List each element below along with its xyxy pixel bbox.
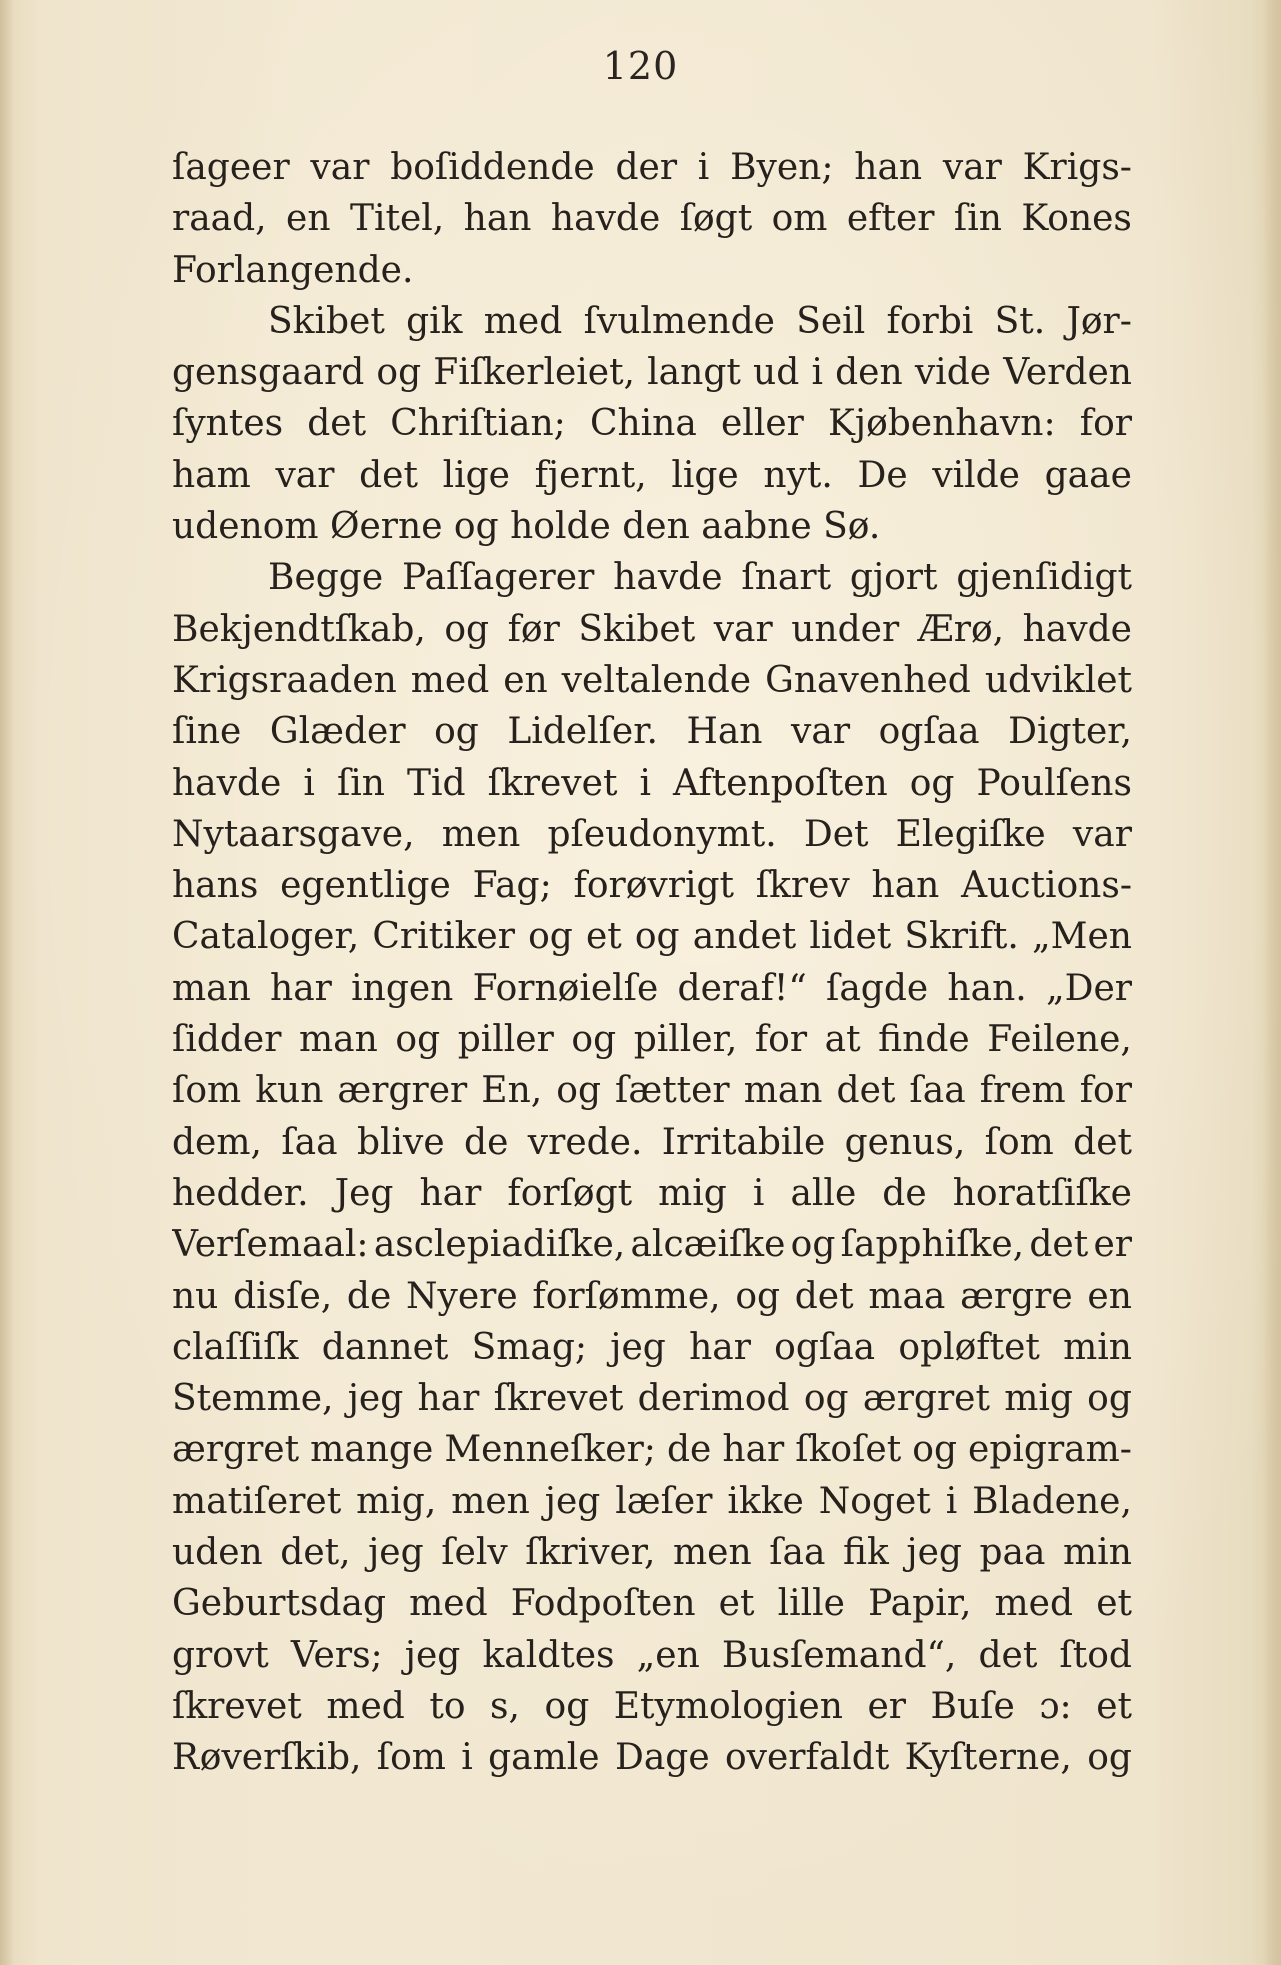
word: er: [1093, 1224, 1132, 1266]
word: raad,: [172, 198, 267, 240]
word: ud: [753, 352, 800, 394]
word: en: [503, 659, 548, 701]
word: epigram-: [968, 1429, 1132, 1471]
word: og: [556, 1070, 601, 1112]
word: var: [275, 454, 335, 496]
word: hans: [172, 865, 259, 907]
word: ham: [172, 454, 251, 496]
word: hedder.: [172, 1172, 309, 1214]
text-line: [172, 552, 1132, 603]
word: Begge: [268, 557, 384, 599]
word: Etymologien: [613, 1685, 843, 1727]
word: Tid: [407, 762, 466, 804]
word: ogſaa: [878, 711, 980, 753]
text-line: udenom Øerne og holde den aabne Sø.: [172, 506, 881, 548]
word: ſapphiſke,: [840, 1224, 1025, 1266]
word: overfaldt: [724, 1737, 890, 1779]
word: ſtod: [1059, 1634, 1132, 1676]
word: om: [771, 198, 828, 240]
word: andet: [692, 916, 797, 958]
word: Titel,: [349, 198, 445, 240]
text-line: [172, 860, 1132, 911]
word: de: [464, 1121, 509, 1163]
word: jeg: [347, 1378, 404, 1420]
word: eller: [721, 403, 804, 445]
text-line: [172, 142, 1132, 193]
word: ſageer: [172, 147, 290, 188]
word: i: [303, 762, 315, 804]
page-number: 120: [602, 44, 679, 88]
word: havde: [172, 762, 282, 804]
text-line: [172, 1065, 1132, 1116]
word: og: [634, 916, 680, 958]
word: mig,: [356, 1480, 437, 1522]
word: gjenſidigt: [956, 557, 1132, 599]
word: jeg: [610, 1326, 666, 1368]
word: Aftenpoſten: [673, 762, 888, 804]
word: Kyſterne,: [904, 1737, 1072, 1779]
word: Jeg: [334, 1172, 394, 1214]
word: og: [444, 608, 490, 650]
text-line: [172, 655, 1132, 706]
word: for: [754, 1019, 808, 1061]
word: med: [994, 1583, 1074, 1625]
word: og: [528, 916, 573, 958]
word: Digter,: [1008, 711, 1132, 753]
text-line: [172, 1476, 1132, 1527]
word: og: [1087, 1737, 1132, 1779]
word: ærgre: [960, 1275, 1073, 1317]
body-text: [172, 142, 1132, 1784]
word: Seil: [796, 300, 866, 342]
word: gensgaard: [172, 352, 365, 394]
word: kun: [255, 1070, 324, 1112]
text-line: [172, 193, 1132, 244]
text-line: [172, 1630, 1132, 1681]
word: s,: [490, 1685, 520, 1727]
word: ikke: [727, 1480, 804, 1522]
word: ogſaa: [774, 1326, 876, 1368]
word: Jør-: [1066, 300, 1132, 342]
word: de: [666, 1429, 712, 1471]
word: to: [429, 1685, 466, 1727]
word: ſine: [172, 711, 242, 753]
word: lidet: [809, 916, 892, 958]
word: har: [417, 1378, 480, 1420]
word: gjort: [849, 557, 938, 599]
word: har: [419, 1172, 482, 1214]
word: mange: [310, 1429, 434, 1471]
word: ſom: [172, 1070, 242, 1112]
word: et: [1096, 1685, 1132, 1727]
word: og: [571, 1019, 617, 1061]
word: Byen;: [730, 147, 834, 188]
word: i: [752, 1172, 765, 1214]
word: Buſe: [930, 1685, 1015, 1727]
word: ſom: [984, 1121, 1054, 1163]
text-line: [172, 1732, 1132, 1783]
word: Fiſkerleiet,: [433, 352, 635, 394]
word: gik: [406, 300, 463, 342]
word: derimod: [637, 1378, 790, 1420]
word: gaae: [1044, 454, 1132, 496]
word: China: [589, 403, 697, 445]
word: og: [1087, 1378, 1132, 1420]
text-line: [172, 758, 1132, 809]
word: jeg: [544, 1480, 601, 1522]
word: under: [791, 608, 900, 650]
word: man: [172, 967, 251, 1009]
word: ſkrev: [755, 865, 850, 907]
word: nyt.: [763, 454, 833, 496]
word: men: [441, 813, 521, 855]
word: ingen: [351, 967, 454, 1009]
word: vrede.: [527, 1121, 643, 1163]
text-line: [172, 1578, 1132, 1629]
word: det: [978, 1634, 1038, 1676]
word: med: [409, 1583, 488, 1625]
word: mig: [658, 1172, 727, 1214]
word: og: [803, 1378, 849, 1420]
word: det: [1073, 1121, 1132, 1163]
word: ſvulmende: [583, 300, 775, 342]
word: og: [909, 762, 955, 804]
word: Verſemaal:: [172, 1224, 369, 1266]
word: lige: [671, 454, 739, 496]
word: Vers;: [290, 1634, 383, 1676]
word: gamle: [488, 1737, 600, 1779]
word: dem,: [172, 1121, 262, 1163]
word: ſaa: [909, 1070, 966, 1112]
word: i: [945, 1480, 958, 1522]
word: Ærø,: [917, 608, 1005, 650]
word: det: [359, 454, 418, 496]
text-line: [172, 347, 1132, 398]
text-line: [172, 1681, 1132, 1732]
word: det: [1029, 1224, 1089, 1266]
word: en: [286, 198, 331, 240]
word: Kones: [1021, 198, 1132, 240]
word: og: [434, 711, 479, 753]
text-line: [172, 963, 1132, 1014]
word: Det: [803, 813, 869, 855]
word: Chriſtian;: [390, 403, 566, 445]
word: i: [697, 147, 710, 188]
text-line: [172, 1219, 1132, 1270]
text-line: [172, 1271, 1132, 1322]
word: vilde: [932, 454, 1020, 496]
word: pſeudonymt.: [547, 813, 777, 855]
word: Lidelſer.: [507, 711, 658, 753]
word: et: [718, 1583, 755, 1625]
word: opløftet: [898, 1326, 1040, 1368]
word: De: [857, 454, 908, 496]
word: „Men: [1031, 916, 1132, 958]
word: piller: [457, 1019, 554, 1061]
word: Feilene,: [987, 1019, 1132, 1061]
word: Noget: [818, 1480, 931, 1522]
word: udviklet: [984, 659, 1132, 701]
word: var: [310, 147, 370, 188]
word: Glæder: [269, 711, 406, 753]
word: ſin: [953, 198, 1002, 240]
word: mig: [1004, 1378, 1073, 1420]
word: har: [270, 967, 332, 1009]
word: finde: [878, 1019, 970, 1061]
word: og: [790, 1224, 836, 1266]
word: han.: [947, 967, 1027, 1009]
word: Fag;: [472, 865, 552, 907]
word: ſkrevet: [172, 1685, 302, 1727]
word: det: [307, 403, 367, 445]
text-line: [172, 1373, 1132, 1424]
text-line: [172, 1168, 1132, 1219]
word: asclepiadiſke,: [373, 1224, 626, 1266]
word: og: [376, 352, 422, 394]
word: St.: [994, 300, 1046, 342]
word: Cataloger,: [172, 916, 360, 958]
word: horatſiſke: [952, 1172, 1132, 1214]
text-line: [172, 296, 1132, 347]
word: uden: [172, 1532, 263, 1574]
word: min: [1063, 1326, 1132, 1368]
word: det: [836, 1070, 896, 1112]
word: Skibet: [268, 300, 385, 342]
word: ſaa: [281, 1121, 338, 1163]
word: piller,: [633, 1019, 738, 1061]
word: nu: [172, 1275, 219, 1317]
word: i: [811, 352, 823, 394]
word: Poulſens: [976, 762, 1132, 804]
word: han: [854, 147, 923, 188]
word: Røverſkib,: [172, 1737, 362, 1779]
word: i: [461, 1737, 473, 1779]
page-gutter-shadow: [0, 0, 14, 1965]
text-line: [172, 1424, 1132, 1475]
word: Bladene,: [972, 1480, 1132, 1522]
text-line: [172, 911, 1132, 962]
word: forbi: [886, 300, 974, 342]
word: ſom: [376, 1737, 446, 1779]
text-line: [172, 706, 1132, 757]
word: man: [743, 1070, 823, 1112]
word: genus,: [844, 1121, 966, 1163]
text-line: [172, 604, 1132, 655]
word: matiſeret: [172, 1480, 342, 1522]
word: ſelv: [441, 1532, 508, 1574]
word: jeg: [368, 1532, 424, 1574]
word: vide: [914, 352, 992, 394]
word: ærgret: [862, 1378, 990, 1420]
word: men: [451, 1480, 530, 1522]
text-line: [172, 398, 1132, 449]
word: Menneſker;: [444, 1429, 656, 1471]
word: Smag;: [471, 1326, 588, 1368]
word: ſin: [336, 762, 385, 804]
text-line: [172, 1014, 1132, 1065]
word: ſyntes: [172, 403, 284, 445]
word: det: [794, 1275, 854, 1317]
word: ſnart: [741, 557, 832, 599]
word: Geburtsdag: [172, 1583, 386, 1625]
word: ſagde: [826, 967, 929, 1009]
text-line: [172, 1117, 1132, 1168]
word: og: [735, 1275, 781, 1317]
word: ſkrevet: [487, 762, 618, 804]
word: langt: [647, 352, 741, 394]
word: kaldtes: [482, 1634, 615, 1676]
word: forſømme,: [532, 1275, 721, 1317]
word: Auctions-: [961, 865, 1132, 907]
word: Stemme,: [172, 1378, 334, 1420]
word: Nytaarsgave,: [172, 813, 415, 855]
word: Elegiſke: [895, 813, 1046, 855]
word: havde: [1022, 608, 1132, 650]
word: med: [326, 1685, 405, 1727]
word: maa: [868, 1275, 946, 1317]
word: de: [882, 1172, 927, 1214]
word: En,: [481, 1070, 543, 1112]
word: Kjøbenhavn:: [828, 403, 1056, 445]
word: Critiker: [372, 916, 515, 958]
word: Busſemand“,: [721, 1634, 957, 1676]
word: var: [942, 147, 1002, 188]
word: lille: [777, 1583, 845, 1625]
word: ærgrer: [337, 1070, 468, 1112]
word: min: [1063, 1532, 1132, 1574]
word: paa: [979, 1532, 1046, 1574]
word: har: [689, 1326, 751, 1368]
word: jeg: [404, 1634, 461, 1676]
word: med: [483, 300, 563, 342]
word: et: [1096, 1583, 1132, 1625]
word: ærgret: [172, 1429, 300, 1471]
word: var: [791, 711, 851, 753]
word: Skrift.: [904, 916, 1019, 958]
word: alle: [790, 1172, 857, 1214]
text-line: [172, 1322, 1132, 1373]
word: Fornøielſe: [472, 967, 659, 1009]
word: egentlige: [280, 865, 451, 907]
word: claſſiſk: [172, 1326, 299, 1368]
text-line: [172, 809, 1132, 860]
word: for: [1079, 403, 1132, 445]
word: Dage: [614, 1737, 710, 1779]
word: ɔ:: [1039, 1685, 1072, 1727]
word: forøvrigt: [573, 865, 734, 907]
text-line: [172, 450, 1132, 501]
word: ſøgt: [679, 198, 753, 240]
word: „Der: [1045, 967, 1132, 1009]
word: at: [824, 1019, 861, 1061]
word: blive: [356, 1121, 445, 1163]
word: og: [395, 1019, 441, 1061]
word: og: [912, 1429, 957, 1471]
word: lige: [442, 454, 510, 496]
word: veltalende: [561, 659, 752, 701]
word: i: [639, 762, 651, 804]
word: han: [463, 198, 532, 240]
word: havde: [550, 198, 661, 240]
text-line: Forlangende.: [172, 249, 414, 291]
word: boſiddende: [390, 147, 595, 188]
word: og: [544, 1685, 590, 1727]
word: var: [713, 608, 773, 650]
word: ſkriver,: [525, 1532, 656, 1574]
word: for: [1079, 1070, 1132, 1112]
word: dannet: [321, 1326, 449, 1368]
word: deraf!“: [677, 967, 807, 1009]
word: det,: [280, 1532, 351, 1574]
word: Krigs-: [1022, 147, 1132, 188]
word: Papir,: [868, 1583, 972, 1625]
word: Han: [686, 711, 763, 753]
word: Krigsraaden: [172, 659, 397, 701]
word: de: [346, 1275, 392, 1317]
word: ſætter: [615, 1070, 730, 1112]
text-line: [172, 1527, 1132, 1578]
word: frem: [979, 1070, 1066, 1112]
word: med: [410, 659, 490, 701]
word: en: [1087, 1275, 1132, 1317]
word: alcæiſke: [630, 1224, 786, 1266]
word: Fodpoſten: [510, 1583, 696, 1625]
word: disſe,: [233, 1275, 333, 1317]
word: fjernt,: [534, 454, 647, 496]
page-edge-shadow: [1263, 0, 1281, 1965]
word: man: [299, 1019, 378, 1061]
word: der: [615, 147, 678, 188]
word: efter: [846, 198, 935, 240]
word: er: [867, 1685, 906, 1727]
word: Paſſagerer: [402, 557, 595, 599]
word: Skibet: [578, 608, 696, 650]
word: har: [722, 1429, 785, 1471]
word: havde: [613, 557, 723, 599]
word: „en: [636, 1634, 700, 1676]
word: Gnavenhed: [765, 659, 971, 701]
word: den: [835, 352, 903, 394]
word: Nyere: [406, 1275, 518, 1317]
word: ſkrevet: [493, 1378, 624, 1420]
word: jeg: [906, 1532, 962, 1574]
word: Bekjendtſkab,: [172, 608, 426, 650]
word: ſaa: [769, 1532, 826, 1574]
word: læſer: [615, 1480, 713, 1522]
word: grovt: [172, 1634, 269, 1676]
word: fik: [843, 1532, 889, 1574]
word: Verden: [1003, 352, 1132, 394]
word: før: [507, 608, 560, 650]
word: forſøgt: [507, 1172, 633, 1214]
word: et: [585, 916, 622, 958]
word: var: [1072, 813, 1132, 855]
word: han: [871, 865, 940, 907]
word: ſkoſet: [795, 1429, 902, 1471]
word: men: [673, 1532, 752, 1574]
word: ſidder: [172, 1019, 282, 1061]
word: Irritabile: [661, 1121, 826, 1163]
